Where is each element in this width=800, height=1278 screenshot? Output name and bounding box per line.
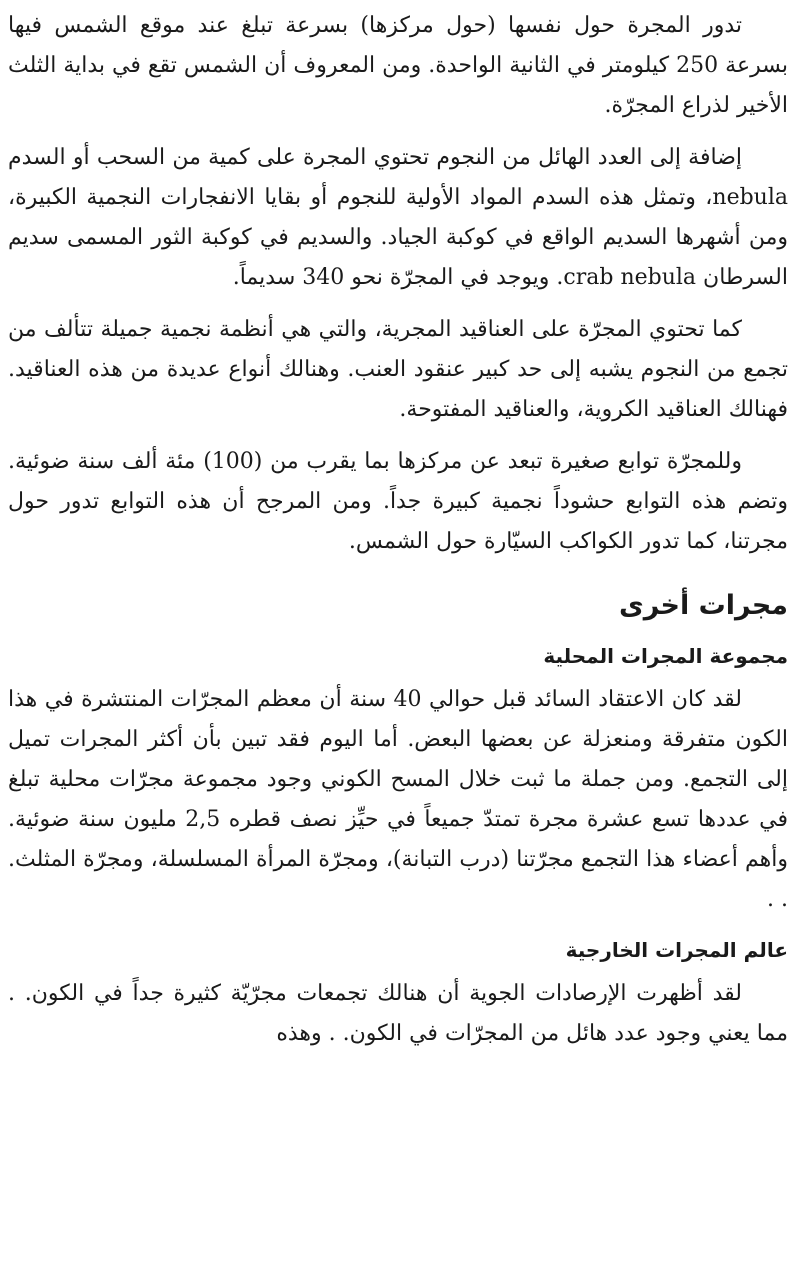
paragraph-external-galaxies: لقد أظهرت الإرصادات الجوية أن هنالك تجمعات مجرّيّة كثيرة جداً في الكون. . مما يعني وجود عدد هائل من المجرّات في الكون. . وهذه	[8, 981, 788, 1046]
paragraph-nebulae: إضافة إلى العدد الهائل من النجوم تحتوي المجرة على كمية من السحب أو السدم nebula، وتمثل هذه السدم المواد الأولية للنجوم أو بقايا الانفجارات النجمية الكبيرة، ومن أشهرها السديم الواقع في كوكبة الجياد. والسديم في كوكبة الثور المسمى سديم السرطان crab nebula. ويوجد في المجرّة نحو 340 سديماً.	[8, 145, 788, 290]
paragraph-local-group: لقد كان الاعتقاد السائد قبل حوالي 40 سنة أن معظم المجرّات المنتشرة في هذا الكون متفرقة ومنعزلة عن بعضها البعض. أما اليوم فقد تبين بأن أكثر المجرات تميل إلى التجمع. ومن جملة ما ثبت خلال المسح الكوني وجود مجموعة مجرّات محلية تبلغ في عددها تسع عشرة مجرة تمتدّ جميعاً في حيِّز نصف قطره 2,5 مليون سنة ضوئية. وأهم أعضاء هذا التجمع مجرّتنا (درب التبانة)، ومجرّة المرأة المسلسلة، ومجرّة المثلث. . .	[8, 687, 788, 912]
subheading-external-galaxies: عالم المجرات الخارجية	[565, 938, 788, 962]
paragraph-galaxy-rotation: تدور المجرة حول نفسها (حول مركزها) بسرعة تبلغ عند موقع الشمس فيها بسرعة 250 كيلومتر في الثانية الواحدة. ومن المعروف أن الشمس تقع في بداية الثلث الأخير لذراع المجرّة.	[8, 13, 788, 118]
subheading-local-group: مجموعة المجرات المحلية	[543, 644, 788, 668]
paragraph-clusters: كما تحتوي المجرّة على العناقيد المجرية، والتي هي أنظمة نجمية جميلة تتألف من تجمع من النجوم يشبه إلى حد كبير عنقود العنب. وهنالك أنواع عديدة من هذه العناقيد. فهنالك العناقيد الكروية، والعناقيد المفتوحة.	[8, 317, 788, 422]
paragraph-satellites: وللمجرّة توابع صغيرة تبعد عن مركزها بما يقرب من (100) مئة ألف سنة ضوئية. وتضم هذه التوابع حشوداً نجمية كبيرة جداً. ومن المرجح أن هذه التوابع تدور حول مجرتنا، كما تدور الكواكب السيّارة حول الشمس.	[8, 449, 788, 554]
heading-other-galaxies: مجرات أخرى	[618, 590, 788, 621]
document-page	[8, 0, 788, 1054]
